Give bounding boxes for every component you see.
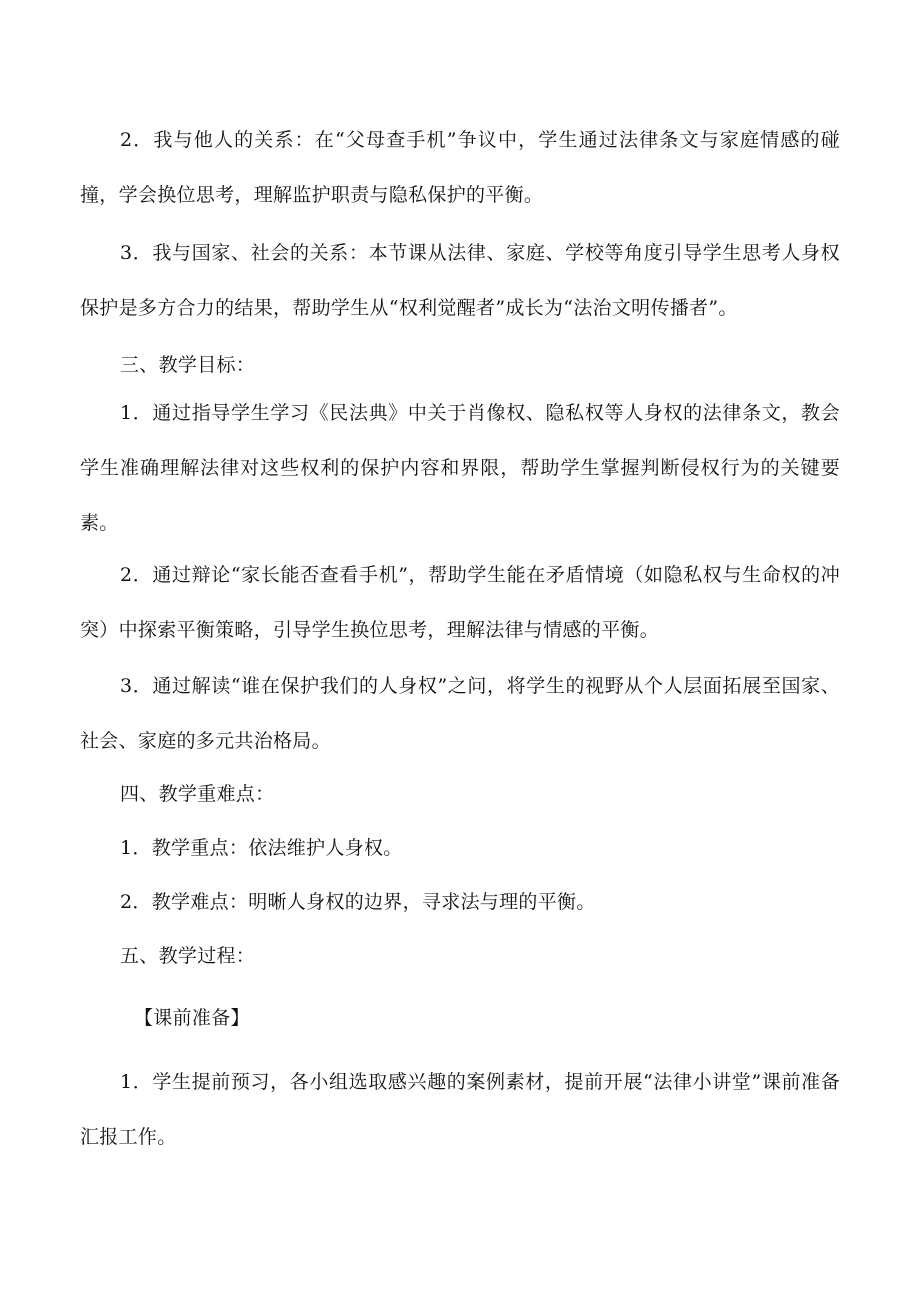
paragraph-difficult-point: 2．教学难点：明晰人身权的边界，寻求法与理的平衡。 (120, 891, 596, 913)
section-heading-process: 五、教学过程： (120, 945, 256, 967)
subheading-preparation: 【课前准备】 (134, 1007, 250, 1029)
paragraph-key-point: 1．教学重点：依法维护人身权。 (120, 837, 403, 859)
paragraph-relation-society: 3．我与国家、社会的关系：本节课从法律、家庭、学校等角度引导学生思考人身权保护是多方合力的结果，帮助学生从“权利觉醒者”成长为“法治文明传播者”。 (80, 242, 840, 319)
section-heading-goals: 三、教学目标： (120, 354, 256, 376)
section-heading-key-points: 四、教学重难点： (120, 783, 275, 805)
paragraph-goal-1: 1．通过指导学生学习《民法典》中关于肖像权、隐私权等人身权的法律条文，教会学生准确理解法律对这些权利的保护内容和界限，帮助学生掌握判断侵权行为的关键要素。 (80, 402, 840, 534)
paragraph-relation-others: 2．我与他人的关系：在“父母查手机”争议中，学生通过法律条文与家庭情感的碰撞，学会换位思考，理解监护职责与隐私保护的平衡。 (80, 129, 840, 206)
paragraph-preparation-1: 1．学生提前预习，各小组选取感兴趣的案例素材，提前开展“法律小讲堂”课前准备汇报工作。 (80, 1071, 840, 1148)
paragraph-goal-2: 2．通过辩论“家长能否查看手机”，帮助学生能在矛盾情境（如隐私权与生命权的冲突）中探索平衡策略，引导学生换位思考，理解法律与情感的平衡。 (80, 564, 840, 641)
paragraph-goal-3: 3．通过解读“谁在保护我们的人身权”之问，将学生的视野从个人层面拓展至国家、社会、家庭的多元共治格局。 (80, 675, 840, 752)
